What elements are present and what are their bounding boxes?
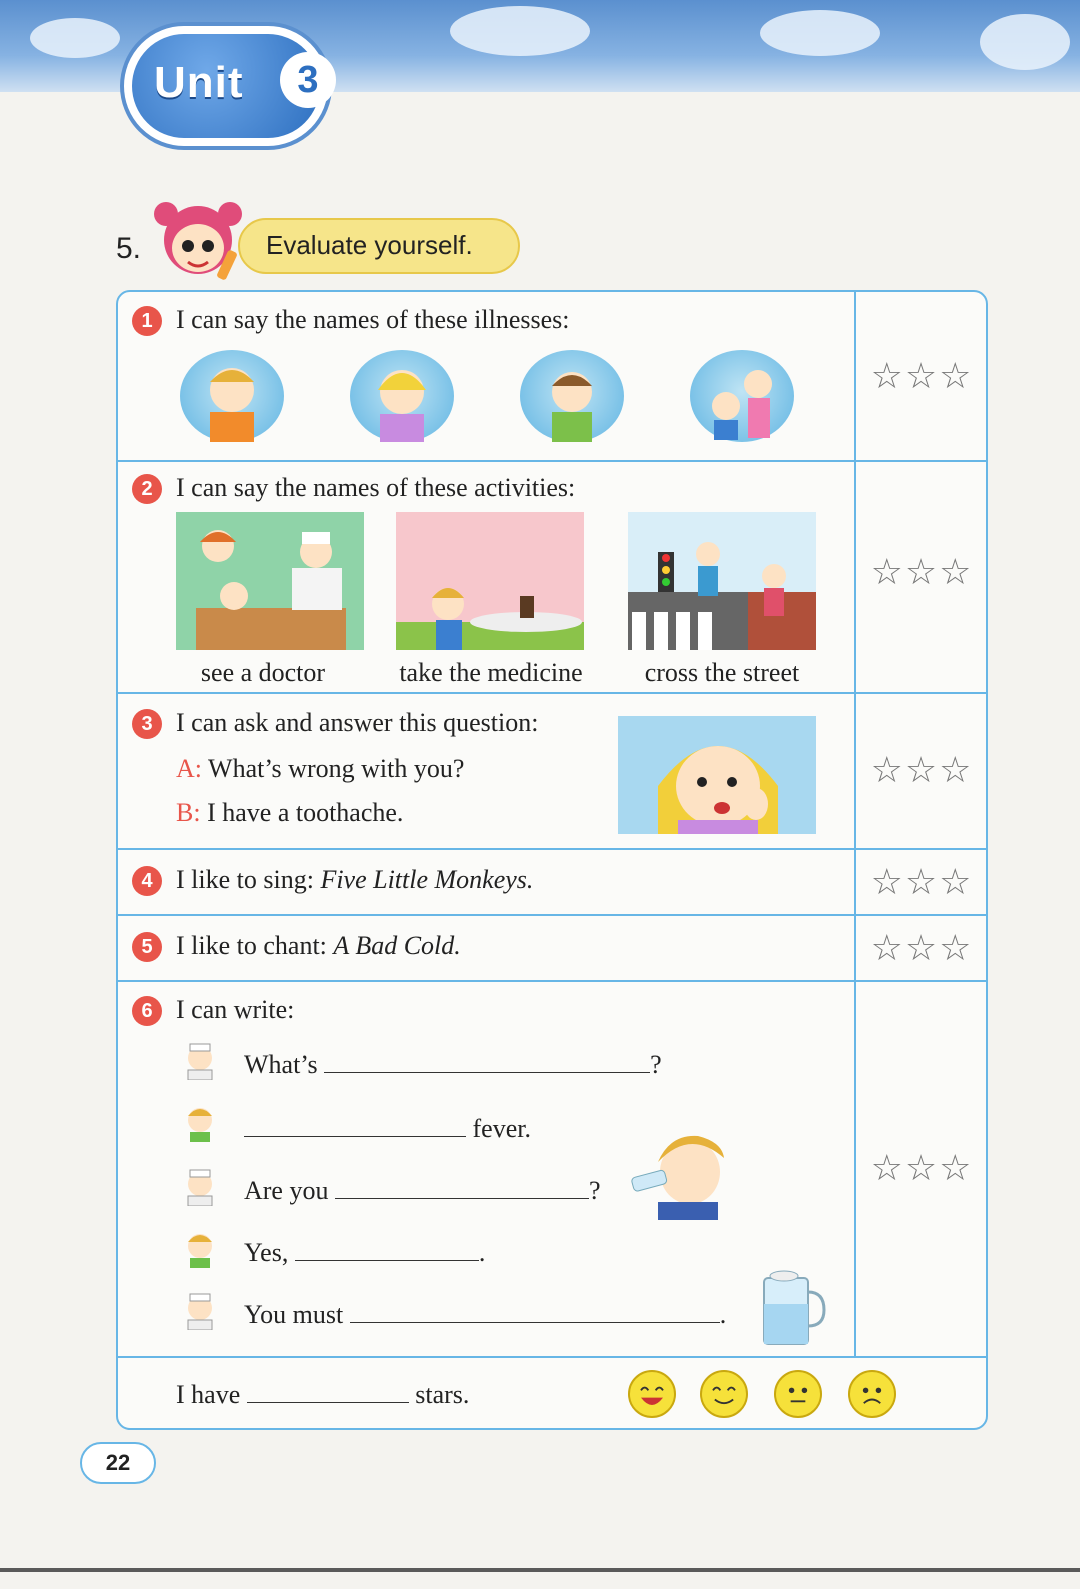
write-line-suffix: . <box>478 1238 486 1267</box>
boy-face-icon <box>182 1228 218 1268</box>
row-4-text <box>176 865 533 895</box>
take-medicine-picture <box>396 512 584 650</box>
write-line-prefix: Yes, <box>244 1238 289 1267</box>
star-rating[interactable]: ☆☆☆ <box>870 552 974 593</box>
speaker-a-label: A: <box>176 754 202 783</box>
cloud-icon <box>980 14 1070 70</box>
star-rating[interactable]: ☆☆☆ <box>870 862 974 903</box>
star-rating[interactable]: ☆☆☆ <box>870 928 974 969</box>
caption-see-a-doctor: see a doctor <box>200 658 326 687</box>
caption-cross-the-street: cross the street <box>644 658 800 687</box>
page-bottom-rule <box>0 1568 1080 1572</box>
sad-face-icon[interactable] <box>848 1370 896 1418</box>
row-6-text: I can write: <box>176 995 295 1024</box>
row-1-text: I can say the names of these illnesses: <box>176 305 570 334</box>
write-line-prefix: You must <box>244 1300 344 1329</box>
row-5-plain: I like to chant: <box>176 931 334 960</box>
laughing-face-icon[interactable] <box>628 1370 676 1418</box>
water-jug-icon <box>758 1268 828 1348</box>
row-4-plain: I like to sing: <box>176 865 321 894</box>
song-title: Five Little Monkeys. <box>320 865 534 894</box>
write-line-5 <box>244 1300 726 1330</box>
row-5-text <box>176 931 461 961</box>
star-total-prefix: I have <box>176 1380 241 1409</box>
doctor-face-icon <box>182 1290 218 1330</box>
boy-drinking-water-picture <box>628 1128 738 1220</box>
star-rating[interactable]: ☆☆☆ <box>870 356 974 397</box>
answer-blank[interactable] <box>350 1300 720 1323</box>
doctor-face-icon <box>182 1040 218 1080</box>
star-rating[interactable]: ☆☆☆ <box>870 750 974 791</box>
see-doctor-picture <box>176 512 364 650</box>
section-title-pill <box>238 218 520 274</box>
fever-boy-nurse-icon <box>690 350 794 442</box>
write-line-suffix: fever. <box>472 1114 531 1143</box>
answer-blank[interactable] <box>324 1050 650 1073</box>
cloud-icon <box>450 6 590 56</box>
unit-number: 3 <box>280 52 336 108</box>
cloud-icon <box>760 10 880 56</box>
write-line-suffix: ? <box>650 1050 662 1079</box>
dialogue-line-a <box>176 754 464 784</box>
headache-boy-icon <box>180 350 284 442</box>
row-number-badge: 5 <box>132 932 162 962</box>
cold-girl-icon <box>520 350 624 442</box>
doctor-face-icon <box>182 1166 218 1206</box>
row-divider <box>118 980 986 982</box>
chant-title: A Bad Cold. <box>333 931 461 960</box>
answer-blank[interactable] <box>335 1176 589 1199</box>
row-number-badge: 3 <box>132 709 162 739</box>
row-number-badge: 4 <box>132 866 162 896</box>
row-number-badge: 1 <box>132 306 162 336</box>
answer-text: I have a toothache. <box>207 798 404 827</box>
star-total-line <box>176 1380 469 1410</box>
section-title: Evaluate yourself. <box>266 230 473 260</box>
row-number-badge: 2 <box>132 474 162 504</box>
row-divider <box>118 914 986 916</box>
neutral-face-icon[interactable] <box>774 1370 822 1418</box>
star-total-suffix: stars. <box>415 1380 470 1409</box>
row-3-text: I can ask and answer this question: <box>176 708 539 737</box>
write-line-1 <box>244 1050 662 1080</box>
row-divider <box>118 1356 986 1358</box>
write-line-suffix: ? <box>588 1176 601 1205</box>
dialogue-line-b <box>176 798 403 828</box>
happy-face-icon[interactable] <box>700 1370 748 1418</box>
caption-take-the-medicine: take the medicine <box>399 658 583 687</box>
toothache-girl-icon <box>350 350 454 442</box>
star-column-divider <box>854 292 856 1358</box>
row-divider <box>118 460 986 462</box>
section-number: 5. <box>116 232 142 265</box>
answer-blank[interactable] <box>295 1238 479 1261</box>
row-2-text: I can say the names of these activities: <box>176 473 576 502</box>
write-line-suffix: . <box>719 1300 727 1329</box>
row-divider <box>118 692 986 694</box>
write-line-prefix: What’s <box>244 1050 318 1079</box>
cloud-icon <box>30 18 120 58</box>
toothache-girl-picture <box>618 716 816 834</box>
speaker-b-label: B: <box>176 798 201 827</box>
write-line-2 <box>244 1114 531 1144</box>
row-number-badge: 6 <box>132 996 162 1026</box>
boy-face-icon <box>182 1102 218 1142</box>
mascot-girl-icon <box>150 192 246 288</box>
star-rating[interactable]: ☆☆☆ <box>870 1148 974 1189</box>
unit-label: Unit <box>154 58 244 107</box>
write-line-prefix: Are you <box>244 1176 329 1205</box>
page-number: 22 <box>80 1442 156 1484</box>
row-divider <box>118 848 986 850</box>
unit-badge <box>120 22 332 150</box>
answer-blank[interactable] <box>244 1114 466 1137</box>
write-line-4 <box>244 1238 485 1268</box>
question-text: What’s wrong with you? <box>208 754 465 783</box>
cross-street-picture <box>628 512 816 650</box>
star-total-blank[interactable] <box>247 1380 409 1403</box>
write-line-3 <box>244 1176 601 1206</box>
